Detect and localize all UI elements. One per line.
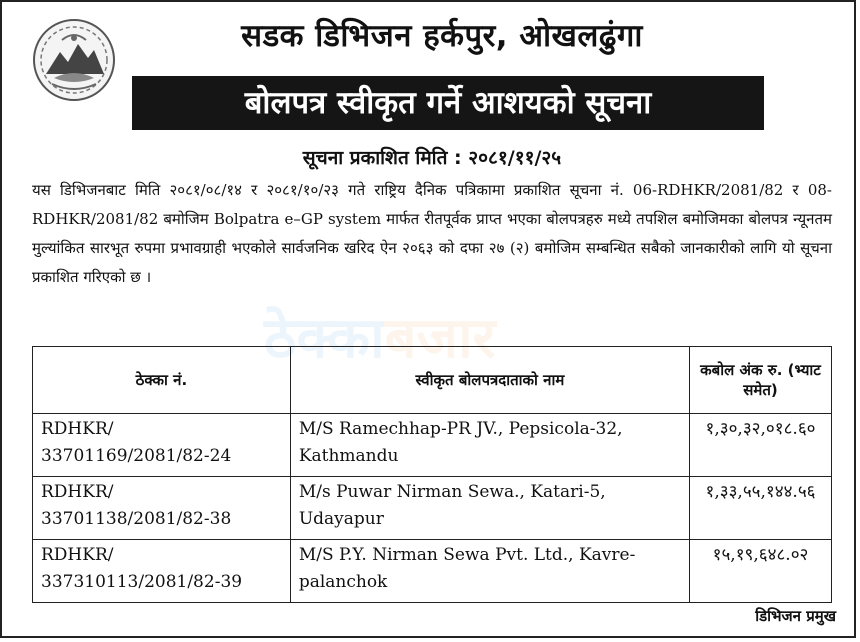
- watermark-part-1: ठेक्का: [264, 306, 385, 371]
- bidder-cell: M/S P.Y. Nirman Sewa Pvt. Ltd., Kavre-palanchok: [290, 540, 689, 603]
- contract-no-cell: RDHKR/ 33701138/2081/82-38: [33, 477, 291, 540]
- table-header-row: [33, 347, 832, 414]
- notice-body-paragraph: यस डिभिजनबाट मिति २०८१/०८/१४ र २०८१/१०/२३ गते राष्ट्रिय दैनिक पत्रिकामा प्रकाशित सूचना नं. 06-RDHKR/2081/82 र 08-RDHKR/2081/82 बमोजिम Bolpatra e–GP system मार्फत रीतपूर्वक प्राप्त भएका बोलपत्रहरु मध्ये तपशिल बमोजिमका बोलपत्र न्यूनतम मुल्यांकित सारभूत रुपमा प्रभावग्राही भएकोले सार्वजनिक खरिद ऐन २०६३ को दफा २७ (२) बमोजिम सम्बन्धित सबैको जानकारीको लागि यो सूचना प्रकाशित गरिएको छ ।: [32, 181, 832, 286]
- amount-cell: १,३३,५५,१४४.५६: [690, 477, 832, 540]
- nepal-emblem-icon: [32, 18, 116, 102]
- table-row: [33, 477, 832, 540]
- header-bid-amount: कबोल अंक रु. (भ्याट समेत): [690, 347, 832, 414]
- publication-date: सूचना प्रकाशित मिति : २०८१/११/२५: [302, 147, 562, 169]
- signature-designation: डिभिजन प्रमुख: [755, 607, 836, 625]
- bidder-cell: M/s Puwar Nirman Sewa., Katari-5, Udayapur: [290, 477, 689, 540]
- table-row: [33, 540, 832, 603]
- amount-cell: १५,१९,६४८.०२: [690, 540, 832, 603]
- contract-no-cell: RDHKR/ 337310113/2081/82-39: [33, 540, 291, 603]
- header-bidder-name: स्वीकृत बोलपत्रदाताको नाम: [290, 347, 689, 414]
- amount-cell: १,३०,३२,०१८.६०: [690, 414, 832, 477]
- contract-no-cell: RDHKR/ 33701169/2081/82-24: [33, 414, 291, 477]
- office-title: सडक डिभिजन हर्कपुर, ओखलढुंगा: [241, 18, 643, 54]
- table-row: [33, 414, 832, 477]
- watermark-part-2: बजार: [384, 306, 496, 371]
- award-table: [32, 346, 832, 603]
- header-contract-no: ठेक्का नं.: [33, 347, 291, 414]
- bidder-cell: M/S Ramechhap-PR JV., Pepsicola-32, Kathmandu: [290, 414, 689, 477]
- notice-title-banner: बोलपत्र स्वीकृत गर्ने आशयको सूचना: [132, 76, 764, 130]
